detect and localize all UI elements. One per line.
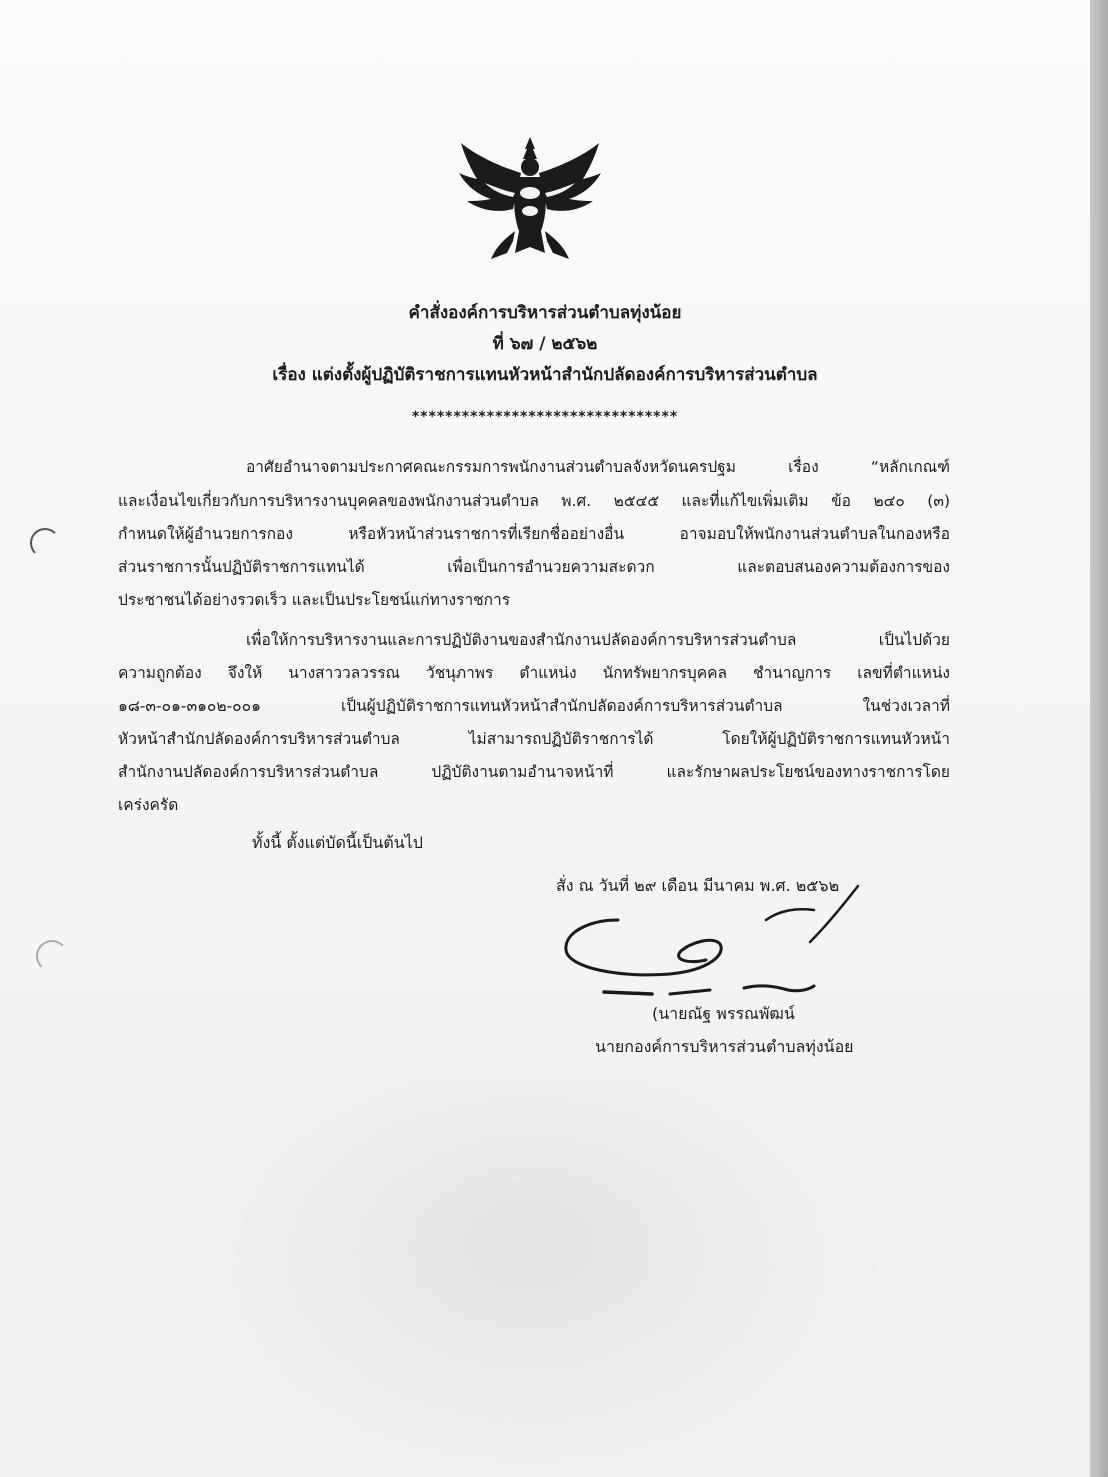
paragraph1-line-5: ประชาชนได้อย่างรวดเร็ว และเป็นประโยชน์แก่ทางราชการ (118, 591, 511, 609)
paragraph1-line-3: กำหนดให้ผู้อำนวยการกอง หรือหัวหน้าส่วนราชการที่เรียกชื่ออย่างอื่น อาจมอบให้พนักงานส่วนตำบลในกองหรือ (118, 525, 950, 543)
paragraph2-line-5: สำนักงานปลัดองค์การบริหารส่วนตำบล ปฏิบัติงานตามอำนาจหน้าที่ และรักษาผลประโยชน์ของทางราชการโดย (118, 763, 950, 781)
order-subject: เรื่อง แต่งตั้งผู้ปฏิบัติราชการแทนหัวหน้าสำนักปลัดองค์การบริหารส่วนตำบล (272, 365, 818, 385)
separator-line: ******************************** (411, 409, 679, 425)
paragraph2-line-3: ๑๘-๓-๐๑-๓๑๐๒-๐๐๑ เป็นผู้ปฏิบัติราชการแทนหัวหน้าสำนักปลัดองค์การบริหารส่วนตำบล ในช่วงเวลาที่ (118, 697, 950, 715)
effective-statement: ทั้งนี้ ตั้งแต่บัดนี้เป็นต้นไป (252, 833, 423, 852)
order-date: สั่ง ณ วันที่ ๒๙ เดือน มีนาคม พ.ศ. ๒๕๖๒ (556, 876, 840, 895)
order-number: ที่ ๖๗ / ๒๕๖๒ (492, 334, 598, 354)
handwritten-signature-icon (560, 880, 860, 1000)
garuda-emblem-icon (455, 135, 605, 265)
paragraph2-line-6: เคร่งครัด (118, 796, 179, 814)
punch-hole-top (30, 528, 60, 558)
paragraph2-line-1: เพื่อให้การบริหารงานและการปฏิบัติงานของสำนักงานปลัดองค์การบริหารส่วนตำบล เป็นไปด้วย (246, 631, 950, 649)
paragraph1-line-2: และเงื่อนไขเกี่ยวกับการบริหารงานบุคคลของพนักงานส่วนตำบล พ.ศ. ๒๕๔๕ และที่แก้ไขเพิ่มเติม ข้อ ๒๔๐ (๓) (118, 492, 950, 510)
paragraph2-line-2: ความถูกต้อง จึงให้ นางสาววลวรรณ วัชนุภาพร ตำแหน่ง นักทรัพยากรบุคคล ชำนาญการ เลขที่ตำแหน่ง (118, 664, 950, 682)
page-edge (1090, 0, 1108, 1477)
shadow (170, 1080, 890, 1477)
paragraph1-line-4: ส่วนราชการนั้นปฏิบัติราชการแทนได้ เพื่อเป็นการอำนวยความสะดวก และตอบสนองความต้องการของ (118, 558, 950, 576)
document-title: คำสั่งองค์การบริหารส่วนตำบลทุ่งน้อย (408, 303, 682, 323)
paragraph1-line-1: อาศัยอำนาจตามประกาศคณะกรรมการพนักงานส่วนตำบลจังหวัดนครปฐม เรื่อง “หลักเกณฑ์ (246, 458, 950, 476)
signer-position: นายกองค์การบริหารส่วนตำบลทุ่งน้อย (595, 1037, 854, 1056)
signer-name: (นายณัฐ พรรณพัฒน์ (652, 1004, 795, 1023)
punch-hole-bottom (36, 940, 68, 972)
paragraph2-line-4: หัวหน้าสำนักปลัดองค์การบริหารส่วนตำบล ไม่สามารถปฏิบัติราชการได้ โดยให้ผู้ปฏิบัติราชการแทนหัวหน้า (118, 730, 950, 748)
